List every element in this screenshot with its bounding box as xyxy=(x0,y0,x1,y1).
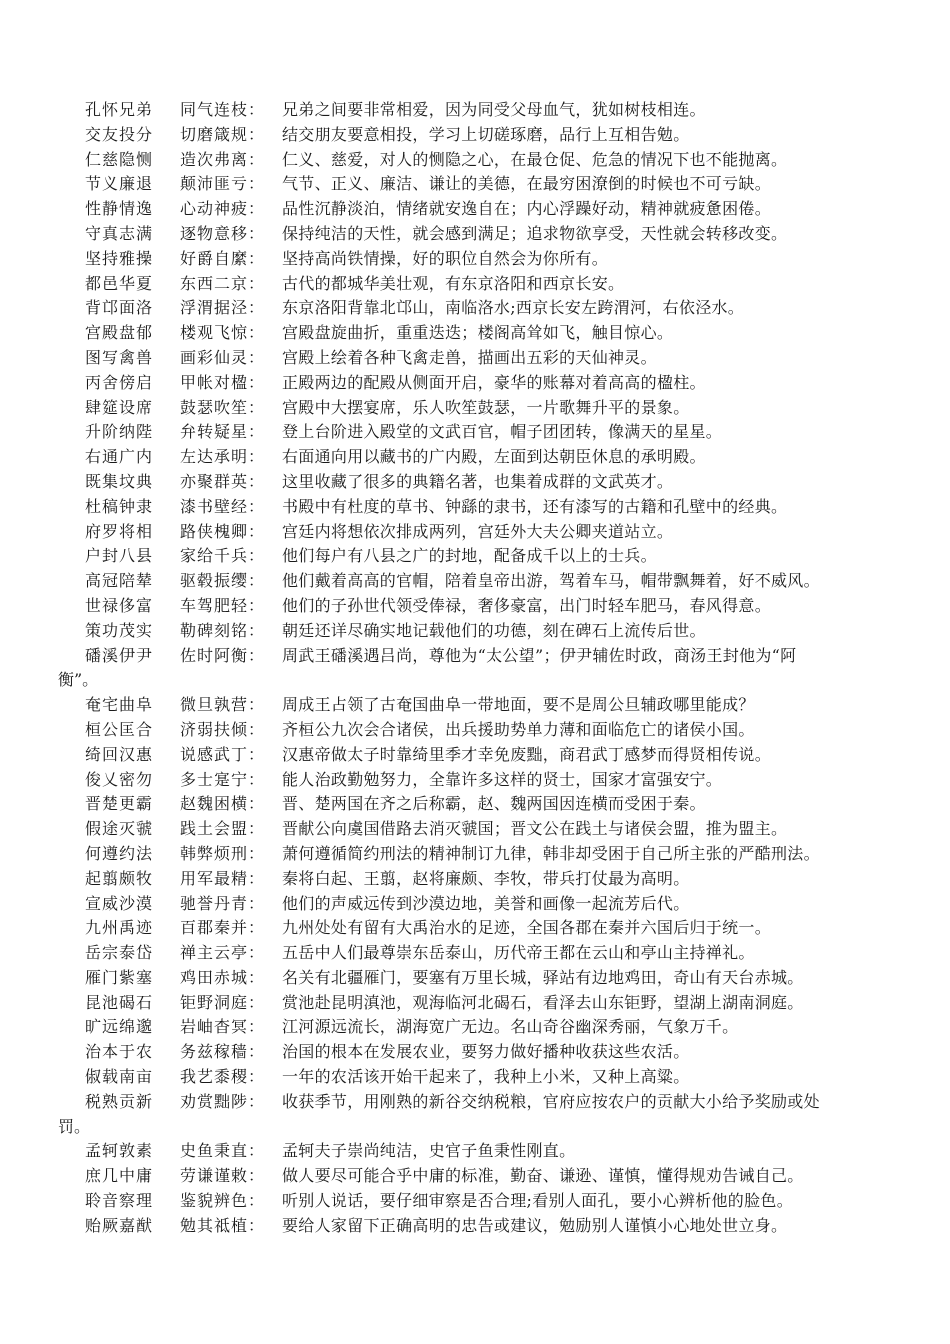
verse-phrase-2: 同气连枝： xyxy=(180,100,266,119)
verse-line xyxy=(0,718,950,743)
verse-phrase-2: 驱毂振缨： xyxy=(180,571,266,591)
verse-entry xyxy=(0,619,950,644)
verse-phrase-2: 鼓瑟吹笙： xyxy=(180,397,266,417)
verse-entry xyxy=(0,123,950,148)
verse-phrase-1: 假途灭虢 xyxy=(85,819,154,839)
verse-explanation: 他们每户有八县之广的封地，配备成千以上的士兵。 xyxy=(282,546,657,566)
verse-continuation-line xyxy=(0,668,950,693)
verse-phrase-2: 济弱扶倾： xyxy=(180,719,266,739)
verse-entry xyxy=(0,445,950,470)
verse-explanation: 他们的声威远传到沙漠边地，美誉和画像一起流芳后代。 xyxy=(282,893,690,913)
verse-explanation: 坚持高尚铁情操，好的职位自然会为你所有。 xyxy=(282,248,609,268)
verse-phrase-1: 磻溪伊尹 xyxy=(85,645,154,665)
verse-phrase-1: 旷远绵邈 xyxy=(85,1017,154,1037)
verse-phrase-2: 韩弊烦刑： xyxy=(180,843,266,863)
verse-explanation: 齐桓公九次会合诸侯，出兵援助势单力薄和面临危亡的诸侯小国。 xyxy=(282,719,755,739)
verse-explanation: 孟轲夫子崇尚纯洁，史官子鱼秉性刚直。 xyxy=(282,1141,576,1161)
verse-line xyxy=(0,1090,950,1115)
verse-line xyxy=(0,420,950,445)
verse-explanation: 周成王占领了古奄国曲阜一带地面，要不是周公旦辅政哪里能成？ xyxy=(282,695,755,715)
verse-entry xyxy=(0,1040,950,1065)
verse-line xyxy=(0,842,950,867)
verse-entry xyxy=(0,371,950,396)
verse-phrase-2: 钜野洞庭： xyxy=(180,992,266,1012)
verse-line xyxy=(0,817,950,842)
verse-line xyxy=(0,792,950,817)
verse-line xyxy=(0,222,950,247)
verse-line xyxy=(0,1015,950,1040)
verse-explanation: 治国的根本在发展农业，要努力做好播种收获这些农活。 xyxy=(282,1042,690,1062)
verse-explanation: 一年的农活该开始干起来了，我种上小米，又种上高粱。 xyxy=(282,1067,690,1087)
verse-phrase-1: 孔怀兄弟 xyxy=(85,100,154,119)
verse-phrase-1: 守真志满 xyxy=(85,223,154,243)
verse-entry xyxy=(0,1065,950,1090)
verse-explanation: 书殿中有杜度的草书、钟繇的隶书，还有漆写的古籍和孔壁中的经典。 xyxy=(282,496,788,516)
verse-phrase-2: 画彩仙灵： xyxy=(180,347,266,367)
verse-line xyxy=(0,1065,950,1090)
verse-phrase-2: 劝赏黜陟： xyxy=(180,1091,266,1111)
verse-phrase-1: 右通广内 xyxy=(85,447,154,467)
verse-phrase-1: 昆池碣石 xyxy=(85,992,154,1012)
verse-explanation: 仁义、慈爱，对人的恻隐之心，在最仓促、危急的情况下也不能抛离。 xyxy=(282,149,788,169)
verse-phrase-1: 既集坟典 xyxy=(85,471,154,491)
verse-line xyxy=(0,445,950,470)
verse-entry xyxy=(0,842,950,867)
verse-phrase-2: 楼观飞惊： xyxy=(180,323,266,343)
verse-explanation: 汉惠帝做太子时靠绮里季才幸免废黜，商君武丁感梦而得贤相传说。 xyxy=(282,744,772,764)
verse-entry xyxy=(0,222,950,247)
verse-explanation: 宫廷内将想依次排成两列，宫廷外大夫公卿夹道站立。 xyxy=(282,521,674,541)
verse-line xyxy=(0,371,950,396)
verse-phrase-1: 九州禹迹 xyxy=(85,918,154,938)
verse-line xyxy=(0,644,950,669)
verse-phrase-1: 户封八县 xyxy=(85,546,154,566)
verse-line xyxy=(0,247,950,272)
verse-entry xyxy=(0,148,950,173)
verse-phrase-1: 策功茂实 xyxy=(85,620,154,640)
verse-line xyxy=(0,321,950,346)
verse-entry xyxy=(0,197,950,222)
verse-phrase-1: 背邙面洛 xyxy=(85,298,154,318)
verse-explanation-continuation: 衡”。 xyxy=(58,670,99,690)
verse-entry xyxy=(0,296,950,321)
verse-entry xyxy=(0,569,950,594)
verse-explanation: 右面通向用以藏书的广内殿，左面到达朝臣休息的承明殿。 xyxy=(282,447,706,467)
verse-explanation: 名关有北疆雁门，要塞有万里长城，驿站有边地鸡田，奇山有天台赤城。 xyxy=(282,967,804,987)
verse-phrase-1: 何遵约法 xyxy=(85,843,154,863)
verse-explanation: 晋、楚两国在齐之后称霸，赵、魏两国因连横而受困于秦。 xyxy=(282,794,706,814)
verse-phrase-2: 史鱼秉直： xyxy=(180,1141,266,1161)
verse-phrase-2: 我艺黍稷： xyxy=(180,1067,266,1087)
verse-phrase-1: 仁慈隐恻 xyxy=(85,149,154,169)
verse-explanation: 东京洛阳背靠北邙山，南临洛水;西京长安左跨渭河，右依泾水。 xyxy=(282,298,745,318)
verse-phrase-2: 鸡田赤城： xyxy=(180,967,266,987)
verse-explanation: 宫殿中大摆宴席，乐人吹笙鼓瑟，一片歌舞升平的景象。 xyxy=(282,397,690,417)
verse-entry xyxy=(0,1090,950,1140)
verse-phrase-1: 绮回汉惠 xyxy=(85,744,154,764)
verse-explanation: 他们的子孙世代领受俸禄，奢侈豪富，出门时轻车肥马，春风得意。 xyxy=(282,595,772,615)
verse-line xyxy=(0,743,950,768)
verse-phrase-1: 治本于农 xyxy=(85,1042,154,1062)
verse-entry xyxy=(0,247,950,272)
verse-phrase-1: 府罗将相 xyxy=(85,521,154,541)
verse-entry xyxy=(0,693,950,718)
verse-explanation: 登上台阶进入殿堂的文武百官，帽子团团转，像满天的星星。 xyxy=(282,422,723,442)
verse-line xyxy=(0,1214,950,1239)
verse-explanation: 周武王磻溪遇吕尚，尊他为“太公望”；伊尹辅佐时政，商汤王封他为“阿 xyxy=(282,645,797,665)
verse-line xyxy=(0,768,950,793)
verse-phrase-1: 节义廉退 xyxy=(85,174,154,194)
verse-line xyxy=(0,495,950,520)
verse-continuation-line xyxy=(0,1115,950,1140)
verse-line xyxy=(0,272,950,297)
verse-phrase-2: 赵魏困横： xyxy=(180,794,266,814)
verse-phrase-2: 务兹稼穑： xyxy=(180,1042,266,1062)
verse-explanation: 五岳中人们最尊崇东岳泰山，历代帝王都在云山和亭山主持禅礼。 xyxy=(282,943,755,963)
verse-line xyxy=(0,991,950,1016)
verse-phrase-2: 岩岫杳冥： xyxy=(180,1017,266,1037)
verse-phrase-1: 都邑华夏 xyxy=(85,273,154,293)
verse-phrase-2: 切磨箴规： xyxy=(180,124,266,144)
verse-entry xyxy=(0,1139,950,1164)
verse-explanation: 收获季节，用刚熟的新谷交纳税粮，官府应按农户的贡献大小给予奖励或处 xyxy=(282,1091,820,1111)
verse-line xyxy=(0,569,950,594)
verse-explanation: 保持纯洁的天性，就会感到满足；追求物欲享受，天性就会转移改变。 xyxy=(282,223,788,243)
verse-phrase-2: 弁转疑星： xyxy=(180,422,266,442)
verse-phrase-1: 宣威沙漠 xyxy=(85,893,154,913)
verse-line xyxy=(0,98,950,123)
verse-entry xyxy=(0,966,950,991)
verse-explanation: 江河源远流长，湖海宽广无边。名山奇谷幽深秀丽，气象万千。 xyxy=(282,1017,739,1037)
verse-phrase-2: 勒碑刻铭： xyxy=(180,620,266,640)
verse-explanation: 朝廷还详尽确实地记载他们的功德，刻在碑石上流传后世。 xyxy=(282,620,706,640)
verse-explanation: 宫殿上绘着各种飞禽走兽，描画出五彩的天仙神灵。 xyxy=(282,347,657,367)
verse-phrase-1: 庶几中庸 xyxy=(85,1166,154,1186)
verse-entry xyxy=(0,420,950,445)
verse-line xyxy=(0,172,950,197)
verse-line xyxy=(0,544,950,569)
verse-explanation: 正殿两边的配殿从侧面开启，豪华的账幕对着高高的楹柱。 xyxy=(282,372,706,392)
verse-phrase-1: 孟轲敦素 xyxy=(85,1141,154,1161)
verse-entry xyxy=(0,520,950,545)
verse-phrase-1: 杜稿钟隶 xyxy=(85,496,154,516)
verse-phrase-1: 奄宅曲阜 xyxy=(85,695,154,715)
verse-explanation-continuation: 罚。 xyxy=(58,1116,91,1136)
verse-explanation: 品性沉静淡泊，情绪就安逸自在；内心浮躁好动，精神就疲惫困倦。 xyxy=(282,199,772,219)
verse-phrase-1: 桓公匡合 xyxy=(85,719,154,739)
verse-line xyxy=(0,966,950,991)
verse-phrase-2: 说感武丁： xyxy=(180,744,266,764)
verse-entry xyxy=(0,272,950,297)
verse-entry xyxy=(0,718,950,743)
verse-entry xyxy=(0,396,950,421)
verse-line xyxy=(0,892,950,917)
verse-line xyxy=(0,867,950,892)
verse-phrase-2: 驰誉丹青： xyxy=(180,893,266,913)
verse-entry xyxy=(0,1214,950,1239)
verse-phrase-2: 漆书壁经： xyxy=(180,496,266,516)
verse-line xyxy=(0,148,950,173)
verse-line xyxy=(0,296,950,321)
verse-line xyxy=(0,520,950,545)
verse-line xyxy=(0,346,950,371)
verse-line xyxy=(0,1164,950,1189)
verse-explanation: 气节、正义、廉洁、谦让的美德，在最穷困潦倒的时候也不可亏缺。 xyxy=(282,174,772,194)
verse-phrase-2: 践土会盟： xyxy=(180,819,266,839)
verse-phrase-2: 禅主云亭： xyxy=(180,943,266,963)
verse-entry xyxy=(0,941,950,966)
verse-line xyxy=(0,693,950,718)
verse-phrase-2: 用军最精： xyxy=(180,868,266,888)
verse-phrase-2: 颠沛匪亏： xyxy=(180,174,266,194)
verse-entry xyxy=(0,792,950,817)
verse-phrase-2: 心动神疲： xyxy=(180,199,266,219)
verse-phrase-2: 劳谦谨敕： xyxy=(180,1166,266,1186)
verse-phrase-2: 甲帐对楹： xyxy=(180,372,266,392)
verse-phrase-2: 亦聚群英： xyxy=(180,471,266,491)
verse-entry xyxy=(0,991,950,1016)
verse-line xyxy=(0,123,950,148)
verse-explanation: 他们戴着高高的官帽，陪着皇帝出游，驾着车马，帽带飘舞着，好不威风。 xyxy=(282,571,820,591)
verse-phrase-2: 车驾肥轻： xyxy=(180,595,266,615)
verse-phrase-1: 宫殿盘郁 xyxy=(85,323,154,343)
verse-explanation: 萧何遵循简约刑法的精神制订九律，韩非却受困于自己所主张的严酷刑法。 xyxy=(282,843,820,863)
verse-phrase-2: 佐时阿衡： xyxy=(180,645,266,665)
verse-phrase-1: 性静情逸 xyxy=(85,199,154,219)
verse-entry xyxy=(0,594,950,619)
verse-phrase-1: 俶载南亩 xyxy=(85,1067,154,1087)
verse-entry xyxy=(0,916,950,941)
verse-phrase-1: 岳宗泰岱 xyxy=(85,943,154,963)
verse-explanation: 秦将白起、王翦，赵将廉颇、李牧，带兵打仗最为高明。 xyxy=(282,868,690,888)
verse-entry xyxy=(0,495,950,520)
verse-explanation: 宫殿盘旋曲折，重重迭迭；楼阁高耸如飞，触目惊心。 xyxy=(282,323,674,343)
verse-line xyxy=(0,396,950,421)
verse-entry xyxy=(0,817,950,842)
verse-explanation: 听别人说话，要仔细审察是否合理;看别人面孔，要小心辨析他的脸色。 xyxy=(282,1191,793,1211)
verse-phrase-1: 雁门紫塞 xyxy=(85,967,154,987)
verse-entry xyxy=(0,1189,950,1214)
verse-entry xyxy=(0,1015,950,1040)
verse-phrase-2: 左达承明： xyxy=(180,447,266,467)
verse-phrase-2: 多士寔宁： xyxy=(180,769,266,789)
verse-entry xyxy=(0,346,950,371)
verse-line xyxy=(0,594,950,619)
verse-explanation: 这里收藏了很多的典籍名著，也集着成群的文武英才。 xyxy=(282,471,674,491)
verse-phrase-1: 坚持雅操 xyxy=(85,248,154,268)
verse-line xyxy=(0,1040,950,1065)
verse-phrase-2: 东西二京： xyxy=(180,273,266,293)
verse-phrase-1: 税熟贡新 xyxy=(85,1091,154,1111)
verse-line xyxy=(0,197,950,222)
verse-phrase-1: 肆筵设席 xyxy=(85,397,154,417)
verse-entry xyxy=(0,892,950,917)
verse-phrase-2: 百郡秦并： xyxy=(180,918,266,938)
verse-line xyxy=(0,470,950,495)
verse-phrase-2: 勉其祗植： xyxy=(180,1215,266,1235)
verse-phrase-2: 路侠槐卿： xyxy=(180,521,266,541)
verse-line xyxy=(0,916,950,941)
verse-entry xyxy=(0,768,950,793)
verse-explanation: 古代的都城华美壮观，有东京洛阳和西京长安。 xyxy=(282,273,625,293)
verse-phrase-1: 图写禽兽 xyxy=(85,347,154,367)
verse-phrase-2: 鉴貌辨色： xyxy=(180,1191,266,1211)
verse-phrase-2: 好爵自縻： xyxy=(180,248,266,268)
verse-explanation: 结交朋友要意相投，学习上切磋琢磨，品行上互相告勉。 xyxy=(282,124,690,144)
verse-entry xyxy=(0,544,950,569)
verse-explanation: 能人治政勤勉努力，全靠许多这样的贤士，国家才富强安宁。 xyxy=(282,769,723,789)
verse-explanation: 九州处处有留有大禹治水的足迹，全国各郡在秦并六国后归于统一。 xyxy=(282,918,772,938)
verse-phrase-2: 造次弗离： xyxy=(180,149,266,169)
verse-explanation: 做人要尽可能合乎中庸的标准，勤奋、谦逊、谨慎，懂得规劝告诫自己。 xyxy=(282,1166,804,1186)
verse-phrase-1: 丙舍傍启 xyxy=(85,372,154,392)
verse-explanation: 晋献公向虞国借路去消灭虢国；晋文公在践土与诸侯会盟，推为盟主。 xyxy=(282,819,788,839)
verse-explanation: 兄弟之间要非常相爱，因为同受父母血气，犹如树枝相连。 xyxy=(282,100,706,119)
verse-entry xyxy=(0,743,950,768)
verse-entry xyxy=(0,470,950,495)
verse-phrase-2: 微旦孰营： xyxy=(180,695,266,715)
verse-entry xyxy=(0,172,950,197)
verse-phrase-1: 世禄侈富 xyxy=(85,595,154,615)
verse-phrase-2: 浮渭据泾： xyxy=(180,298,266,318)
verse-line xyxy=(0,1189,950,1214)
verse-line xyxy=(0,619,950,644)
verse-explanation: 赏池赴昆明滇池，观海临河北碣石，看泽去山东钜野，望湖上湖南洞庭。 xyxy=(282,992,804,1012)
verse-phrase-1: 交友投分 xyxy=(85,124,154,144)
verse-phrase-1: 高冠陪辇 xyxy=(85,571,154,591)
verse-line xyxy=(0,941,950,966)
verse-phrase-1: 俊乂密勿 xyxy=(85,769,154,789)
verse-phrase-2: 逐物意移： xyxy=(180,223,266,243)
document-body xyxy=(0,98,950,1239)
verse-entry xyxy=(0,321,950,346)
verse-entry xyxy=(0,1164,950,1189)
verse-phrase-1: 贻厥嘉猷 xyxy=(85,1215,154,1235)
verse-explanation: 要给人家留下正确高明的忠告或建议，勉励别人谨慎小心地处世立身。 xyxy=(282,1215,788,1235)
verse-phrase-2: 家给千兵： xyxy=(180,546,266,566)
verse-line xyxy=(0,1139,950,1164)
verse-entry xyxy=(0,644,950,694)
verse-entry xyxy=(0,98,950,123)
verse-phrase-1: 聆音察理 xyxy=(85,1191,154,1211)
verse-entry xyxy=(0,867,950,892)
verse-phrase-1: 起翦颇牧 xyxy=(85,868,154,888)
verse-phrase-1: 晋楚更霸 xyxy=(85,794,154,814)
verse-phrase-1: 升阶纳陛 xyxy=(85,422,154,442)
